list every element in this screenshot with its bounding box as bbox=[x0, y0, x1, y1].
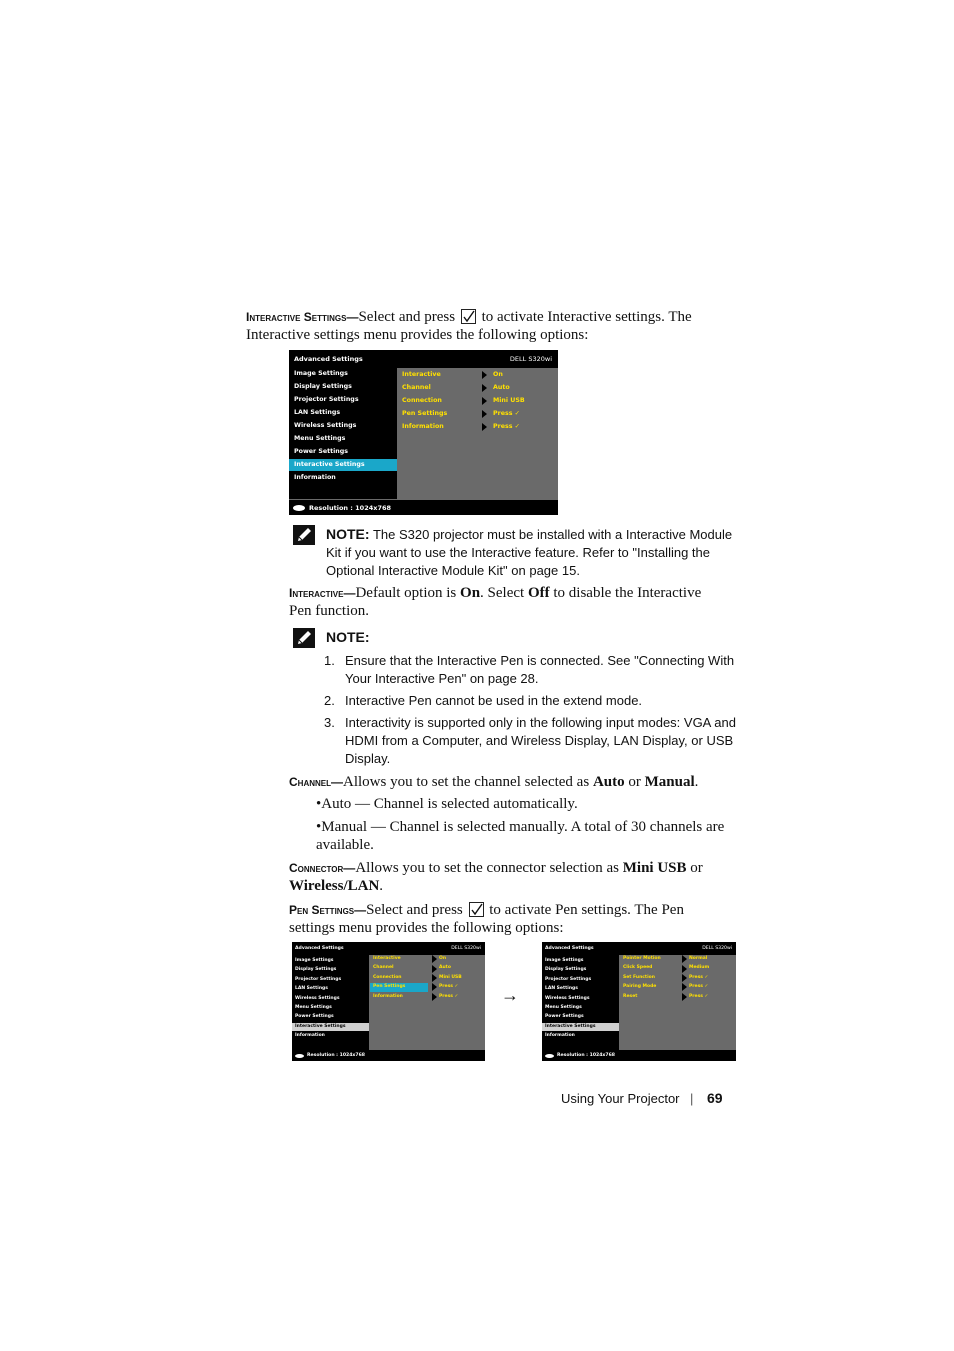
osd-sidebar-item[interactable]: Power Settings bbox=[545, 1014, 584, 1020]
triangle-right-icon bbox=[682, 965, 687, 973]
connector-or: or bbox=[690, 860, 703, 876]
osd-option-label[interactable]: Click Speed bbox=[623, 965, 653, 971]
osd-sidebar-item[interactable]: Power Settings bbox=[294, 448, 349, 455]
note-2-item-num: 2. bbox=[324, 693, 335, 708]
pen-settings-text-after: to activate Pen settings. The Pen bbox=[489, 902, 684, 918]
osd-option-label[interactable]: Connection bbox=[373, 974, 402, 980]
channel-heading: Channel— bbox=[289, 775, 343, 789]
interactive-settings-heading: Interactive Settings— bbox=[246, 310, 359, 324]
interactive-text3: to disable the Interactive bbox=[553, 585, 702, 601]
interactive-heading: Interactive— bbox=[289, 586, 356, 600]
channel-bullet-auto: •Auto — Channel is selected automatically. bbox=[316, 796, 578, 812]
note-2-item-line: Display. bbox=[345, 751, 391, 766]
osd-menu-pen-settings-submenu bbox=[542, 942, 736, 1061]
osd-sidebar-item[interactable]: Display Settings bbox=[294, 383, 352, 390]
interactive-text1: Default option is bbox=[355, 585, 457, 601]
note-2-item-1 bbox=[324, 652, 744, 688]
connector-mini-usb: Mini USB bbox=[622, 860, 687, 876]
osd-sidebar-item[interactable]: Image Settings bbox=[295, 958, 334, 963]
triangle-right-icon bbox=[482, 397, 487, 405]
osd-sidebar-item[interactable]: LAN Settings bbox=[545, 986, 578, 992]
interactive-text2: . Select bbox=[480, 585, 525, 601]
interactive-line2: Pen function. bbox=[289, 602, 369, 619]
pen-settings-paragraph bbox=[289, 902, 739, 937]
pen-settings-heading: Pen Settings— bbox=[289, 903, 367, 917]
interactive-on: On bbox=[460, 585, 481, 601]
interactive-off: Off bbox=[527, 585, 550, 601]
osd-footer bbox=[542, 1050, 736, 1061]
note-2-item-3 bbox=[324, 714, 744, 768]
channel-paragraph bbox=[289, 774, 739, 792]
triangle-right-icon bbox=[432, 983, 437, 991]
note-1-label: NOTE: bbox=[326, 526, 370, 542]
note-2-item-line: Ensure that the Interactive Pen is connected. See "Connecting With bbox=[345, 653, 735, 668]
interactive-settings-text-before: Select and press bbox=[358, 309, 456, 325]
osd-option-value: Auto bbox=[493, 384, 510, 391]
note-2-item-num: 3. bbox=[324, 715, 335, 730]
note-2-item-num: 1. bbox=[324, 653, 335, 668]
osd-header-brand: DELL S320wi bbox=[509, 355, 552, 363]
osd-sidebar-item[interactable]: Interactive Settings bbox=[289, 459, 397, 471]
note-2-item-line: Interactivity is supported only in the following input modes: VGA and bbox=[345, 715, 736, 730]
note-1-line2: Kit if you want to use the Interactive feature. Refer to "Installing the bbox=[326, 545, 710, 560]
osd-sidebar-item[interactable]: LAN Settings bbox=[295, 986, 328, 992]
osd-sidebar-item[interactable]: Information bbox=[294, 474, 336, 481]
osd-sidebar-item[interactable]: Information bbox=[545, 1033, 575, 1039]
triangle-right-icon bbox=[682, 983, 687, 991]
osd-option-label[interactable]: Connection bbox=[402, 397, 442, 404]
osd-option-value: Press ✓ bbox=[689, 984, 709, 990]
channel-text1: Allows you to set the channel selected as bbox=[343, 774, 590, 790]
osd-sidebar-item[interactable]: LAN Settings bbox=[294, 409, 341, 416]
connector-period: . bbox=[379, 877, 384, 894]
triangle-right-icon bbox=[482, 423, 487, 431]
osd-option-label[interactable]: Interactive bbox=[373, 956, 401, 961]
osd-sidebar-item[interactable]: Wireless Settings bbox=[294, 422, 357, 429]
pen-settings-text-before: Select and press bbox=[366, 902, 463, 918]
dell-logo-icon bbox=[293, 505, 305, 511]
page-footer-separator: | bbox=[690, 1091, 694, 1106]
pen-settings-line2: settings menu provides the following options: bbox=[289, 919, 564, 936]
osd-sidebar-item[interactable]: Display Settings bbox=[545, 967, 587, 973]
osd-header-title: Advanced Settings bbox=[295, 946, 344, 951]
osd-option-value: Mini USB bbox=[493, 397, 525, 404]
osd-sidebar-item[interactable]: Image Settings bbox=[545, 958, 584, 963]
interactive-settings-line2: Interactive settings menu provides the following options: bbox=[246, 326, 589, 343]
osd-sidebar-item[interactable]: Image Settings bbox=[294, 370, 348, 377]
note-1-line3: Optional Interactive Module Kit" on page 15. bbox=[326, 563, 580, 578]
dell-logo-icon bbox=[295, 1054, 304, 1058]
page-number: 69 bbox=[707, 1090, 723, 1106]
osd-option-value: Press ✓ bbox=[493, 410, 520, 417]
osd-option-value: Medium bbox=[689, 965, 710, 971]
osd-option-label[interactable]: Pairing Mode bbox=[623, 984, 657, 990]
osd-sidebar-item[interactable]: Menu Settings bbox=[545, 1005, 582, 1010]
triangle-right-icon bbox=[432, 955, 437, 963]
osd-sidebar-item[interactable]: Display Settings bbox=[295, 967, 337, 973]
triangle-right-icon bbox=[482, 410, 487, 418]
osd-option-value: Normal bbox=[689, 956, 708, 961]
osd-option-label[interactable]: Set Function bbox=[623, 974, 655, 980]
osd-option-value: Press ✓ bbox=[689, 974, 709, 980]
note-1-line1: The S320 projector must be installed with a Interactive Module bbox=[372, 527, 733, 542]
osd-option-label[interactable]: Channel bbox=[373, 965, 394, 971]
note-2-label: NOTE: bbox=[326, 629, 370, 645]
note-2-item-line: Interactive Pen cannot be used in the extend mode. bbox=[345, 693, 643, 708]
triangle-right-icon bbox=[682, 974, 687, 982]
channel-auto: Auto bbox=[592, 774, 625, 790]
channel-bullet-manual-line1: •Manual — Channel is selected manually. A total of 30 channels are bbox=[316, 819, 725, 835]
osd-menu-pen-settings-selected bbox=[292, 942, 485, 1061]
note-1 bbox=[326, 525, 746, 580]
osd-option-value: Press ✓ bbox=[439, 993, 459, 999]
dell-logo-icon bbox=[545, 1054, 554, 1058]
osd-footer-resolution: Resolution : 1024x768 bbox=[557, 1053, 615, 1058]
note-icon-1 bbox=[293, 525, 315, 545]
channel-bullet-manual bbox=[316, 819, 736, 854]
page-footer-text: Using Your Projector bbox=[561, 1091, 680, 1106]
osd-sidebar-item[interactable]: Projector Settings bbox=[295, 976, 342, 982]
triangle-right-icon bbox=[682, 955, 687, 963]
osd-footer bbox=[289, 500, 558, 515]
connector-paragraph bbox=[289, 860, 739, 895]
channel-or: or bbox=[628, 774, 641, 790]
osd-option-label[interactable]: Interactive bbox=[402, 371, 441, 378]
osd-sidebar bbox=[542, 955, 619, 1050]
osd-sidebar-item[interactable]: Projector Settings bbox=[294, 396, 359, 403]
interactive-settings-text-after: to activate Interactive settings. The bbox=[481, 309, 692, 325]
osd-sidebar bbox=[292, 955, 369, 1050]
osd-sidebar-item[interactable]: Wireless Settings bbox=[295, 995, 340, 1001]
interactive-settings-paragraph bbox=[246, 309, 726, 344]
osd-sidebar-item[interactable]: Menu Settings bbox=[295, 1005, 332, 1010]
osd-sidebar-item[interactable]: Power Settings bbox=[295, 1014, 334, 1020]
osd-header bbox=[542, 942, 736, 955]
osd-option-label[interactable]: Information bbox=[402, 423, 444, 430]
note-2-item-line: Your Interactive Pen" on page 28. bbox=[345, 671, 539, 686]
osd-sidebar-item[interactable]: Interactive Settings bbox=[292, 1023, 369, 1032]
triangle-right-icon bbox=[682, 993, 687, 1001]
osd-option-label[interactable]: Information bbox=[373, 993, 403, 999]
note-icon-2 bbox=[293, 628, 315, 648]
triangle-right-icon bbox=[432, 974, 437, 982]
triangle-right-icon bbox=[432, 993, 437, 1001]
channel-manual: Manual bbox=[644, 774, 695, 790]
triangle-right-icon bbox=[432, 965, 437, 973]
osd-sidebar-item[interactable]: Interactive Settings bbox=[542, 1023, 619, 1032]
osd-sidebar-item[interactable]: Menu Settings bbox=[294, 435, 346, 442]
osd-option-value: Press ✓ bbox=[493, 423, 520, 430]
osd-option-value: Press ✓ bbox=[689, 993, 709, 999]
connector-text1: Allows you to set the connector selection as bbox=[355, 860, 619, 876]
osd-sidebar-item[interactable]: Wireless Settings bbox=[545, 995, 590, 1001]
next-arrow-icon: → bbox=[501, 985, 519, 1005]
osd-header bbox=[289, 350, 558, 368]
osd-option-value: Press ✓ bbox=[439, 984, 459, 990]
interactive-paragraph bbox=[289, 585, 729, 620]
triangle-right-icon bbox=[482, 384, 487, 392]
checkmark-button-icon bbox=[461, 309, 476, 324]
osd-header-title: Advanced Settings bbox=[294, 355, 363, 363]
osd-option-label[interactable]: Pointer Motion bbox=[623, 956, 661, 961]
note-2-item-2 bbox=[324, 692, 744, 710]
osd-footer-resolution: Resolution : 1024x768 bbox=[307, 1053, 365, 1058]
osd-option-label[interactable]: Reset bbox=[623, 993, 638, 999]
osd-footer bbox=[292, 1050, 485, 1061]
osd-option-value: Auto bbox=[439, 965, 451, 971]
osd-sidebar-item[interactable]: Projector Settings bbox=[545, 976, 592, 982]
triangle-right-icon bbox=[482, 371, 487, 379]
osd-menu-interactive-settings bbox=[289, 350, 558, 515]
checkmark-button-icon bbox=[469, 902, 484, 917]
osd-option-label[interactable]: Channel bbox=[402, 384, 431, 391]
osd-sidebar bbox=[289, 368, 397, 499]
osd-option-value: On bbox=[493, 371, 503, 378]
osd-footer-resolution: Resolution : 1024x768 bbox=[309, 503, 392, 512]
channel-bullet-manual-line2: available. bbox=[316, 836, 374, 853]
osd-option-label[interactable]: Pen Settings bbox=[402, 410, 448, 417]
osd-sidebar-item[interactable]: Information bbox=[295, 1033, 325, 1039]
osd-option-value: On bbox=[439, 956, 447, 961]
osd-header bbox=[292, 942, 485, 955]
connector-heading: Connector— bbox=[289, 861, 356, 875]
osd-header-brand: DELL S320wi bbox=[702, 946, 732, 951]
osd-header-title: Advanced Settings bbox=[545, 946, 594, 951]
osd-header-brand: DELL S320wi bbox=[451, 946, 481, 951]
note-2-item-line: HDMI from a Computer, and Wireless Display, LAN Display, or USB bbox=[345, 733, 734, 748]
osd-option-value: Mini USB bbox=[439, 974, 462, 980]
osd-option-label[interactable]: Pen Settings bbox=[370, 983, 428, 992]
channel-period: . bbox=[694, 774, 699, 790]
connector-wireless: Wireless/LAN bbox=[289, 877, 380, 894]
